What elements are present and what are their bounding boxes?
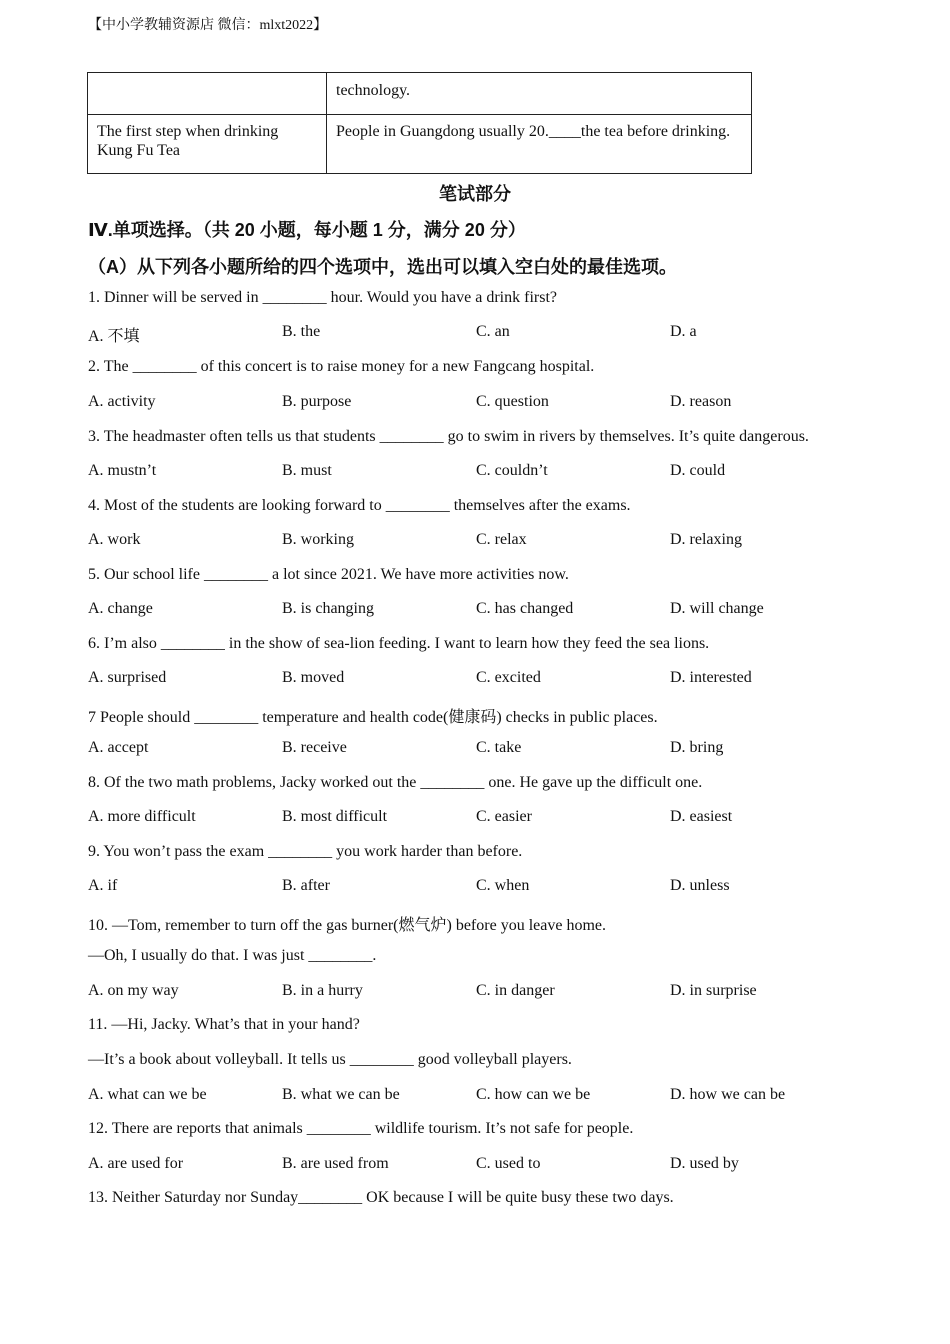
option-b: B. is changing (282, 600, 374, 617)
question-text: 10. —Tom, remember to turn off the gas burner(燃气炉) before you leave home. (88, 917, 606, 934)
question-text: —Oh, I usually do that. I was just ________. (88, 947, 377, 964)
option-b: B. purpose (282, 393, 352, 410)
section-title: 笔试部分 (439, 184, 511, 204)
option-c: C. how can we be (476, 1086, 591, 1103)
option-a: A. what can we be (88, 1086, 207, 1103)
option-a: A. work (88, 531, 141, 548)
option-c: C. in danger (476, 982, 555, 999)
table-cell: People in Guangdong usually 20.____the tea before drinking. (327, 115, 752, 174)
option-b: B. receive (282, 739, 347, 756)
option-d: D. could (670, 462, 726, 479)
option-b: B. the (282, 323, 321, 340)
option-c: C. easier (476, 808, 532, 825)
option-b: B. what we can be (282, 1086, 400, 1103)
option-b: B. are used from (282, 1155, 389, 1172)
option-b: B. moved (282, 669, 345, 686)
question-text: 8. Of the two math problems, Jacky worked out the ________ one. He gave up the difficult one. (88, 774, 703, 791)
question-text: 12. There are reports that animals ________ wildlife tourism. It’s not safe for people. (88, 1120, 634, 1137)
option-a: A. change (88, 600, 153, 617)
option-d: D. relaxing (670, 531, 742, 548)
table-cell: technology. (327, 73, 752, 115)
question-text: 11. —Hi, Jacky. What’s that in your hand? (88, 1016, 360, 1033)
option-d: D. interested (670, 669, 752, 686)
option-d: D. bring (670, 739, 724, 756)
question-text: 9. You won’t pass the exam ________ you work harder than before. (88, 843, 523, 860)
question-text: 7 People should ________ temperature and health code(健康码) checks in public places. (88, 709, 658, 726)
option-d: D. easiest (670, 808, 733, 825)
option-c: C. used to (476, 1155, 541, 1172)
option-c: C. couldn’t (476, 462, 548, 479)
option-d: D. reason (670, 393, 732, 410)
option-b: B. after (282, 877, 330, 894)
option-a: A. are used for (88, 1155, 184, 1172)
option-a: A. mustn’t (88, 462, 157, 479)
option-d: D. how we can be (670, 1086, 786, 1103)
option-c: C. take (476, 739, 522, 756)
table-row (88, 73, 752, 115)
question-text: 2. The ________ of this concert is to raise money for a new Fangcang hospital. (88, 358, 595, 375)
question-text: 1. Dinner will be served in ________ hour. Would you have a drink first? (88, 289, 557, 306)
option-d: D. a (670, 323, 697, 340)
option-c: C. excited (476, 669, 541, 686)
sub-heading: （A）从下列各小题所给的四个选项中，选出可以填入空白处的最佳选项。 (88, 257, 677, 277)
option-a: A. if (88, 877, 118, 894)
option-d: D. in surprise (670, 982, 757, 999)
question-text: 13. Neither Saturday nor Sunday________ OK because I will be quite busy these two days. (88, 1189, 674, 1206)
kung-fu-tea-table (87, 72, 752, 174)
option-b: B. most difficult (282, 808, 388, 825)
option-a: A. surprised (88, 669, 167, 686)
option-a: A. on my way (88, 982, 179, 999)
option-c: C. when (476, 877, 530, 894)
option-a: A. activity (88, 393, 156, 410)
question-text: 4. Most of the students are looking forward to ________ themselves after the exams. (88, 497, 631, 514)
option-a: A. 不填 (88, 328, 140, 345)
page-header: 【中小学教辅资源店 微信：mlxt2022】 (88, 18, 328, 33)
option-b: B. in a hurry (282, 982, 363, 999)
option-d: D. unless (670, 877, 730, 894)
option-d: D. will change (670, 600, 764, 617)
option-c: C. an (476, 323, 510, 340)
table-row (88, 115, 752, 174)
option-c: C. has changed (476, 600, 574, 617)
option-b: B. must (282, 462, 332, 479)
table-cell (88, 73, 327, 115)
question-text: 5. Our school life ________ a lot since 2021. We have more activities now. (88, 566, 569, 583)
option-c: C. question (476, 393, 549, 410)
option-c: C. relax (476, 531, 527, 548)
option-d: D. used by (670, 1155, 739, 1172)
option-b: B. working (282, 531, 354, 548)
part-heading: Ⅳ.单项选择。（共 20 小题，每小题 1 分，满分 20 分） (88, 220, 526, 240)
question-text: —It’s a book about volleyball. It tells us ________ good volleyball players. (88, 1051, 572, 1068)
option-a: A. accept (88, 739, 149, 756)
option-a: A. more difficult (88, 808, 196, 825)
question-text: 3. The headmaster often tells us that students ________ go to swim in rivers by themselves. It’s quite dangerous. (88, 428, 809, 445)
table-cell: The first step when drinking Kung Fu Tea (88, 115, 327, 174)
question-text: 6. I’m also ________ in the show of sea-lion feeding. I want to learn how they feed the sea lions. (88, 635, 710, 652)
